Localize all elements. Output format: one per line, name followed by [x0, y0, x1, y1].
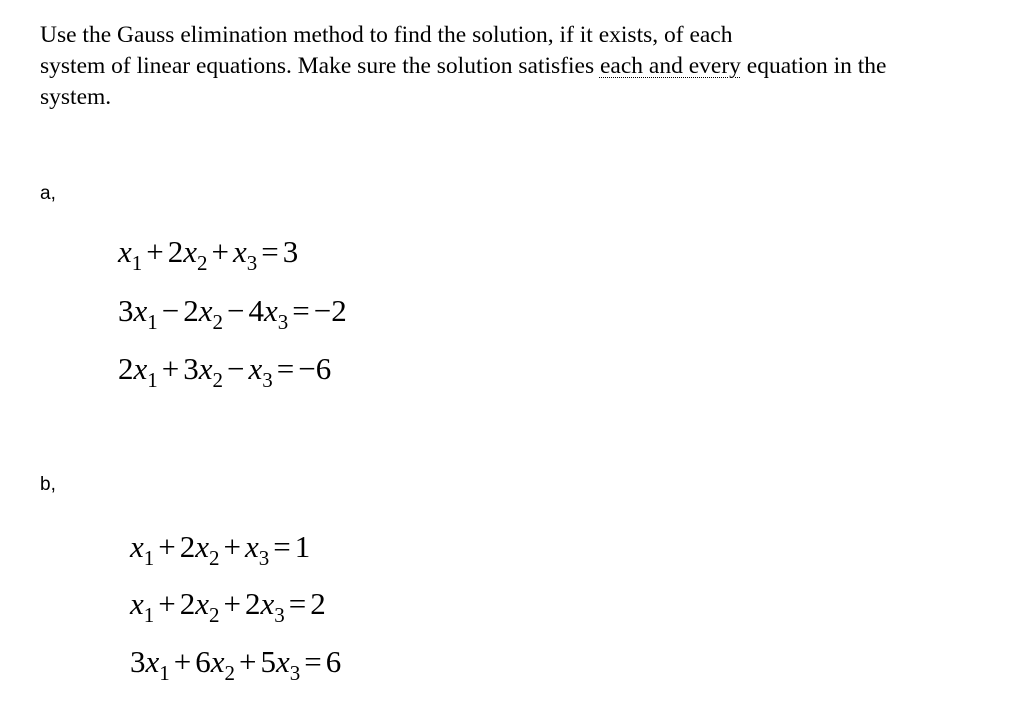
- equation-b-1-var-1: x: [130, 529, 144, 564]
- equation-b-1-term-2: [179, 529, 220, 570]
- equation-b-1-sub-1: 1: [143, 546, 155, 570]
- equation-a-1: [118, 234, 299, 275]
- equation-a-2-op-3: −: [227, 293, 245, 328]
- equation-a-1-term-3: [233, 234, 258, 275]
- equation-a-3: [118, 351, 332, 392]
- equation-b-3-equals: =: [304, 644, 322, 679]
- equation-a-3-sub-1: 1: [147, 368, 158, 392]
- equation-b-1-equals: =: [273, 529, 291, 564]
- equation-a-2-var-1: x: [133, 293, 148, 328]
- equation-a-1-term-1: [118, 234, 143, 275]
- equation-a-2-sub-3: 3: [277, 310, 289, 334]
- equation-a-3-coef-2: 3: [183, 351, 199, 386]
- equation-a-1-rhs: 3: [282, 234, 299, 269]
- equation-a-2-term-1: [118, 293, 158, 334]
- equation-b-1-rhs: 1: [294, 529, 311, 564]
- equation-a-1-var-2: x: [183, 234, 198, 269]
- equation-a-2-term-3: [248, 293, 289, 334]
- equation-b-2-coef-3: 2: [245, 586, 261, 621]
- equation-a-3-term-2: [183, 351, 224, 392]
- equation-a-1-equals: =: [261, 234, 279, 269]
- equation-a-3-term-3: [248, 351, 273, 392]
- equation-a-3-term-1: [118, 351, 158, 392]
- equation-b-2-op-3: +: [223, 586, 241, 621]
- equation-b-3-coef-3: 5: [260, 644, 276, 679]
- equation-b-1-sub-2: 2: [209, 546, 220, 570]
- instructions-line-2-start: system of linear equations. Make sure the solution satisfies: [40, 53, 600, 79]
- equation-a-3-sub-2: 2: [212, 368, 224, 392]
- equation-b-2-rhs: 2: [310, 586, 326, 621]
- equation-a-2-coef-3: 4: [248, 293, 264, 328]
- equation-a-3-equals: =: [276, 351, 295, 386]
- equation-b-3: [130, 644, 342, 685]
- equation-a-3-var-2: x: [198, 351, 213, 386]
- equation-b-3-coef-2: 6: [195, 644, 211, 679]
- equation-a-2-sub-1: 1: [147, 310, 158, 334]
- equation-b-3-sub-1: 1: [159, 661, 170, 685]
- equation-a-2-term-2: [183, 293, 224, 334]
- equation-a-1-var-1: x: [118, 234, 132, 269]
- equation-b-2-var-2: x: [195, 586, 210, 621]
- equation-b-3-term-3: [260, 644, 301, 685]
- equation-a-2-sub-2: 2: [212, 310, 224, 334]
- equation-b-2-term-3: [245, 586, 285, 627]
- equation-b-3-var-1: x: [145, 644, 160, 679]
- equation-a-2-coef-1: 3: [118, 293, 134, 328]
- equation-a-1-sub-1: 1: [131, 251, 143, 275]
- equation-a-1-var-3: x: [233, 234, 247, 269]
- equation-b-3-op-3: +: [239, 644, 257, 679]
- equation-a-3-var-3: x: [248, 351, 263, 386]
- equation-b-1-op-3: +: [223, 529, 241, 564]
- equation-b-3-term-1: [130, 644, 170, 685]
- equation-b-1: [130, 529, 311, 570]
- equation-b-1-var-2: x: [195, 529, 210, 564]
- equation-a-1-term-2: [167, 234, 208, 275]
- emphasis-each-and-every: each and every: [599, 53, 741, 79]
- equation-a-2-op-2: −: [161, 293, 180, 328]
- equation-a-1-sub-3: 3: [246, 251, 258, 275]
- equation-a-1-op-2: +: [146, 234, 164, 269]
- equation-b-1-var-3: x: [245, 529, 259, 564]
- equation-a-2-var-3: x: [264, 293, 278, 328]
- equation-b-1-op-2: +: [158, 529, 176, 564]
- equation-b-2-var-3: x: [260, 586, 275, 621]
- equation-a-3-sub-3: 3: [262, 368, 273, 392]
- instructions-line-2: [40, 51, 1000, 82]
- equation-b-2-sub-2: 2: [209, 603, 220, 627]
- equation-b-2-term-1: [130, 586, 155, 627]
- part-a-label: a,: [40, 183, 56, 204]
- equation-a-2-coef-2: 2: [183, 293, 199, 328]
- equation-b-3-var-3: x: [276, 644, 290, 679]
- equation-b-1-coef-2: 2: [179, 529, 196, 564]
- equation-a-3-op-2: +: [161, 351, 180, 386]
- equation-a-2-var-2: x: [198, 293, 213, 328]
- equation-a-1-sub-2: 2: [197, 251, 208, 275]
- equation-b-2-coef-2: 2: [179, 586, 196, 621]
- equation-a-3-coef-1: 2: [118, 351, 134, 386]
- equation-a-3-rhs: −6: [298, 351, 332, 386]
- equation-b-2-var-1: x: [130, 586, 144, 621]
- equation-a-3-op-3: −: [227, 351, 245, 386]
- equation-a-1-coef-2: 2: [167, 234, 184, 269]
- equation-b-2-op-2: +: [158, 586, 176, 621]
- instructions: [40, 20, 1000, 113]
- instructions-line-3: system.: [40, 84, 112, 110]
- equation-b-2-sub-3: 3: [274, 603, 285, 627]
- equation-b-3-op-2: +: [173, 644, 192, 679]
- equation-b-3-rhs: 6: [325, 644, 342, 679]
- equation-a-3-var-1: x: [133, 351, 148, 386]
- equation-b-3-var-2: x: [210, 644, 225, 679]
- equation-b-2-equals: =: [288, 586, 307, 621]
- equation-b-3-sub-2: 2: [224, 661, 236, 685]
- equation-b-1-term-1: [130, 529, 155, 570]
- instructions-line-1: Use the Gauss elimination method to find the solution, if it exists, of each: [40, 22, 733, 48]
- equation-b-3-coef-1: 3: [130, 644, 146, 679]
- equation-b-3-term-2: [195, 644, 236, 685]
- equation-b-2-sub-1: 1: [143, 603, 155, 627]
- equation-b-3-sub-3: 3: [289, 661, 301, 685]
- part-b-label: b,: [40, 474, 56, 495]
- equation-a-2-equals: =: [292, 293, 310, 328]
- equation-a-1-op-3: +: [211, 234, 229, 269]
- equation-a-2-rhs: −2: [313, 293, 347, 328]
- equation-a-2: [118, 293, 347, 334]
- equation-b-2-term-2: [179, 586, 220, 627]
- equation-b-1-term-3: [245, 529, 270, 570]
- equation-b-2: [130, 586, 326, 627]
- equation-b-1-sub-3: 3: [258, 546, 270, 570]
- instructions-line-2-end: equation in the: [740, 53, 887, 79]
